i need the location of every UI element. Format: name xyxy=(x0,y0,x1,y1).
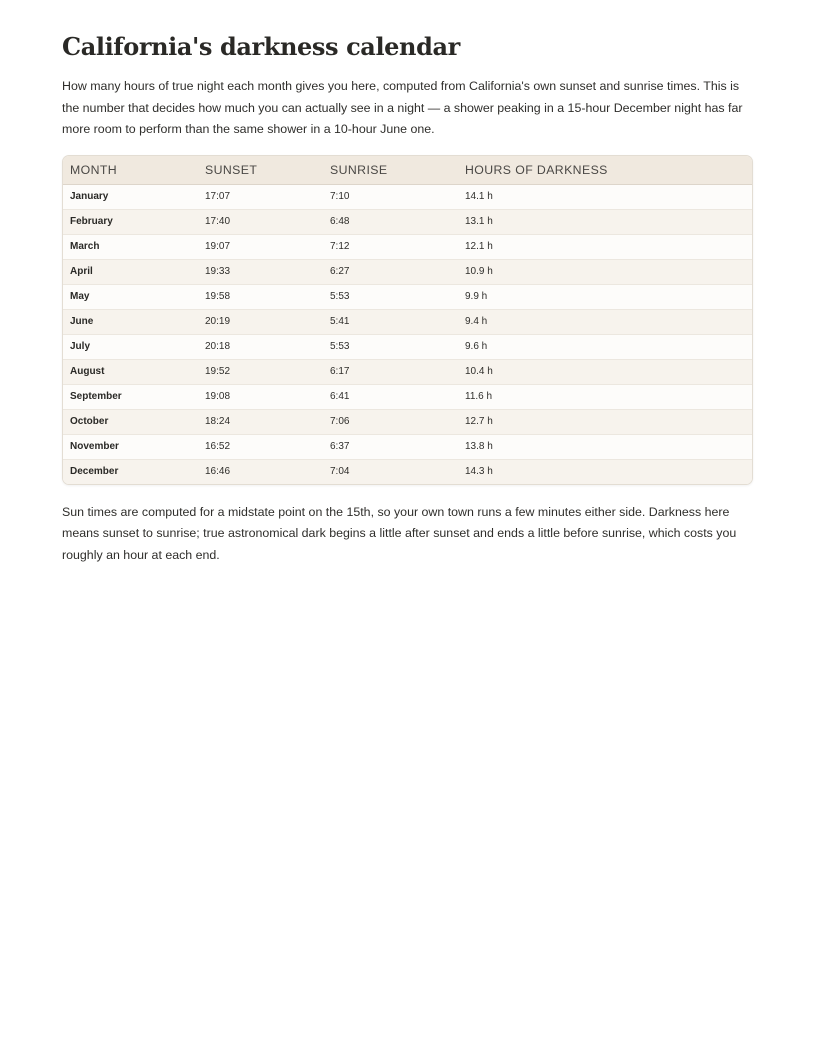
cell-sunset: 17:07 xyxy=(205,191,231,202)
cell-month: November xyxy=(63,434,198,459)
page-title: California's darkness calendar xyxy=(62,32,460,61)
cell-month: December xyxy=(63,459,198,484)
table-row xyxy=(63,259,752,284)
cell-month: August xyxy=(63,359,198,384)
cell-month: January xyxy=(70,191,109,202)
cell-darkness: 10.9 h xyxy=(458,259,752,284)
column-header-sunset: SUNSET xyxy=(198,156,323,185)
cell-sunrise: 7:10 xyxy=(330,191,350,202)
cell-sunset: 20:18 xyxy=(198,334,323,359)
cell-sunrise: 7:06 xyxy=(323,409,458,434)
cell-sunset: 19:07 xyxy=(198,234,323,259)
cell-darkness: 13.8 h xyxy=(458,434,752,459)
column-header-darkness: HOURS OF DARKNESS xyxy=(458,156,752,185)
cell-sunrise: 6:27 xyxy=(323,259,458,284)
table-header-row xyxy=(63,156,752,185)
page xyxy=(62,0,753,566)
cell-month: February xyxy=(63,209,198,234)
table-row xyxy=(63,309,752,334)
cell-darkness: 13.1 h xyxy=(458,209,752,234)
table-row xyxy=(63,459,752,484)
cell-sunset: 16:46 xyxy=(198,459,323,484)
cell-sunrise: 6:48 xyxy=(323,209,458,234)
cell-month: March xyxy=(63,234,198,259)
cell-sunrise: 7:04 xyxy=(323,459,458,484)
cell-month: May xyxy=(63,284,198,309)
intro-paragraph: How many hours of true night each month gives you here, computed from California's own sunset and sunrise times. This is the number that decides how much you can actually see in a night — a shower peaking in a 15-hour December night has far more room to perform than the same shower in a 10-hour June one. xyxy=(62,79,743,136)
cell-sunset: 19:33 xyxy=(198,259,323,284)
cell-darkness: 14.3 h xyxy=(458,459,752,484)
cell-darkness: 9.6 h xyxy=(458,334,752,359)
cell-darkness: 12.7 h xyxy=(458,409,752,434)
cell-darkness: 12.1 h xyxy=(458,234,752,259)
cell-sunrise: 5:41 xyxy=(323,309,458,334)
cell-month: April xyxy=(63,259,198,284)
cell-darkness: 10.4 h xyxy=(458,359,752,384)
cell-darkness: 9.4 h xyxy=(458,309,752,334)
darkness-table xyxy=(63,156,752,484)
cell-month: July xyxy=(63,334,198,359)
cell-darkness: 14.1 h xyxy=(465,191,493,202)
cell-sunset: 18:24 xyxy=(198,409,323,434)
table-row xyxy=(63,184,752,209)
table-header xyxy=(63,156,752,185)
table-row xyxy=(63,234,752,259)
cell-sunrise: 6:41 xyxy=(323,384,458,409)
cell-darkness: 9.9 h xyxy=(458,284,752,309)
cell-month: October xyxy=(63,409,198,434)
table-row xyxy=(63,334,752,359)
cell-month: September xyxy=(63,384,198,409)
cell-darkness: 11.6 h xyxy=(458,384,752,409)
table-row xyxy=(63,359,752,384)
table-row xyxy=(63,384,752,409)
table-body xyxy=(63,184,752,484)
footnote-paragraph: Sun times are computed for a midstate point on the 15th, so your own town runs a few minutes either side. Darkness here means sunset to sunrise; true astronomical dark begins a little after sunset and ends a little before sunrise, which costs you roughly an hour at each end. xyxy=(62,504,737,562)
cell-sunrise: 5:53 xyxy=(323,284,458,309)
cell-sunrise: 6:17 xyxy=(323,359,458,384)
table-row xyxy=(63,284,752,309)
cell-sunset: 19:08 xyxy=(198,384,323,409)
cell-sunset: 19:58 xyxy=(198,284,323,309)
cell-sunrise: 6:37 xyxy=(323,434,458,459)
table-row xyxy=(63,434,752,459)
cell-sunset: 16:52 xyxy=(198,434,323,459)
column-header-sunrise: SUNRISE xyxy=(323,156,458,185)
cell-sunset: 17:40 xyxy=(198,209,323,234)
table-row xyxy=(63,209,752,234)
column-header-month: MONTH xyxy=(63,156,198,185)
table-row xyxy=(63,409,752,434)
cell-sunrise: 7:12 xyxy=(323,234,458,259)
darkness-table-container xyxy=(62,155,753,485)
cell-month: June xyxy=(63,309,198,334)
cell-sunrise: 5:53 xyxy=(323,334,458,359)
cell-sunset: 19:52 xyxy=(198,359,323,384)
cell-sunset: 20:19 xyxy=(198,309,323,334)
